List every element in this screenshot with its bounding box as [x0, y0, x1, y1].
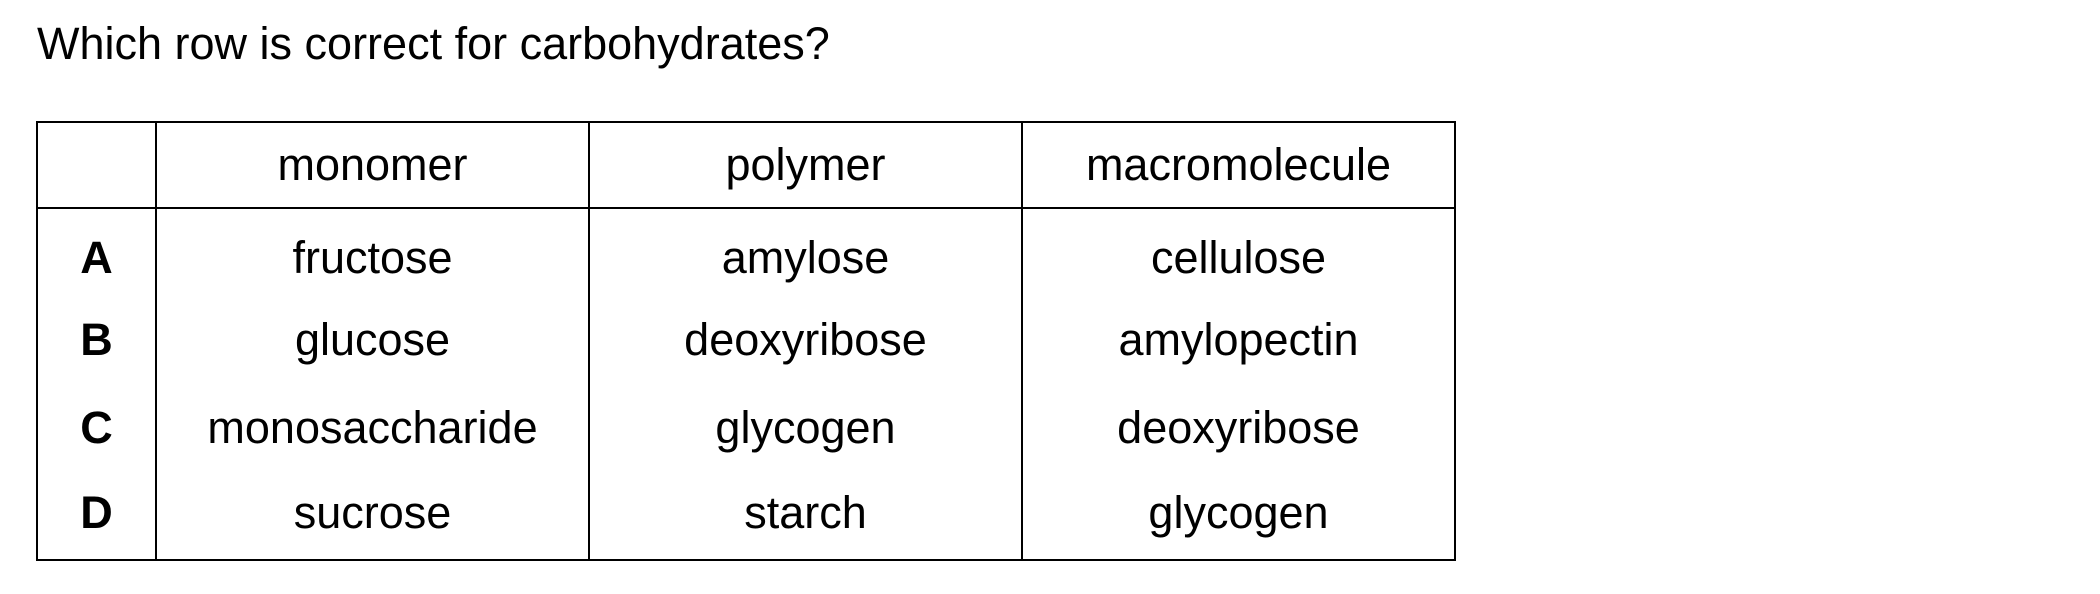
answer-options-table	[36, 121, 1456, 561]
monomer-cell: sucrose	[156, 472, 589, 560]
polymer-cell: starch	[589, 472, 1022, 560]
macromolecule-cell: amylopectin	[1022, 296, 1455, 384]
header-monomer: monomer	[156, 122, 589, 208]
polymer-cell: glycogen	[589, 384, 1022, 472]
monomer-cell: glucose	[156, 296, 589, 384]
option-letter: C	[37, 384, 156, 472]
table-row-c[interactable]	[37, 384, 1455, 472]
table-row-b[interactable]	[37, 296, 1455, 384]
header-macromolecule: macromolecule	[1022, 122, 1455, 208]
polymer-cell: deoxyribose	[589, 296, 1022, 384]
monomer-cell: monosaccharide	[156, 384, 589, 472]
monomer-cell: fructose	[156, 208, 589, 296]
header-polymer: polymer	[589, 122, 1022, 208]
option-letter: D	[37, 472, 156, 560]
question-text: Which row is correct for carbohydrates?	[37, 18, 830, 69]
option-letter: A	[37, 208, 156, 296]
header-blank-cell	[37, 122, 156, 208]
table-row-a[interactable]	[37, 208, 1455, 296]
macromolecule-cell: glycogen	[1022, 472, 1455, 560]
macromolecule-cell: cellulose	[1022, 208, 1455, 296]
option-letter: B	[37, 296, 156, 384]
table-row-d[interactable]	[37, 472, 1455, 560]
macromolecule-cell: deoxyribose	[1022, 384, 1455, 472]
polymer-cell: amylose	[589, 208, 1022, 296]
table-header-row	[37, 122, 1455, 208]
